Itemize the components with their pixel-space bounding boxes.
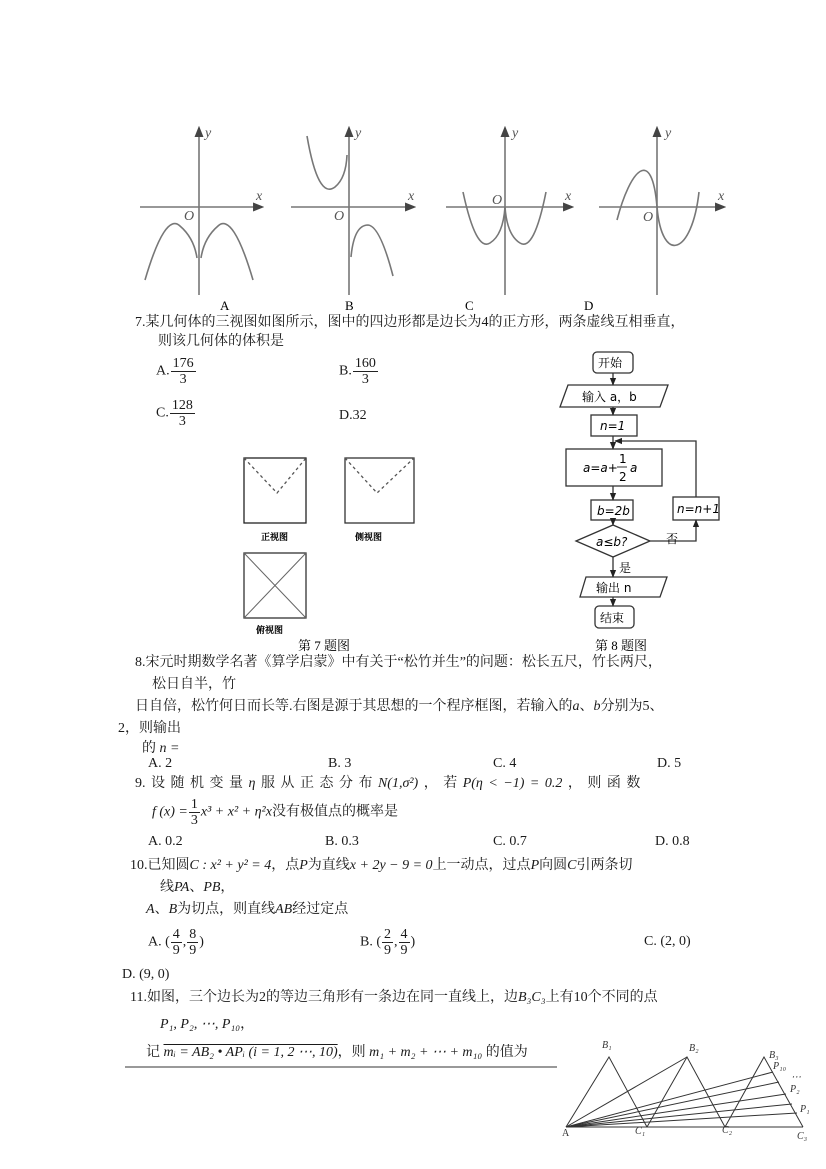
text: 、 <box>154 902 169 917</box>
var-p: P <box>299 858 308 873</box>
label-b2: B₂ <box>689 1043 699 1054</box>
text: ) <box>410 934 416 950</box>
text: 没有极值点的概率是 <box>271 804 398 820</box>
text: 的 <box>142 741 156 756</box>
q10-option-d: D. (9, 0) <box>122 967 170 982</box>
q7-option-c <box>156 398 196 429</box>
cubic-curve <box>617 170 699 245</box>
numerator: 176 <box>172 356 194 371</box>
q10-option-b: B. ( $\frac{2}{9}$ , $\frac{4}{9}$ ) <box>360 927 416 958</box>
graph-c-x-label: x <box>565 189 572 204</box>
q8-option-a: A. 2 <box>148 756 173 771</box>
text: ， 则 函 数 <box>567 776 641 791</box>
option-prefix: C. <box>156 405 169 421</box>
option-prefix: D. <box>339 408 353 423</box>
graph-c-label: C <box>465 298 474 313</box>
label-c2: C₂ <box>722 1125 733 1136</box>
text: 9. 设 随 机 变 量 <box>135 776 243 791</box>
graph-d-y-label: y <box>665 126 672 141</box>
circle-eq: C : x² + y² = 4 <box>189 858 272 873</box>
text: 、 <box>579 699 594 714</box>
text: 分别为5、 <box>600 699 664 714</box>
m-definition: mᵢ = AB₂ • APᵢ (i = 1, 2 ⋯, 10) <box>163 1045 338 1060</box>
text: 上一动点，过点 <box>432 858 531 873</box>
fraction <box>399 927 410 958</box>
q8-line3 <box>135 698 664 716</box>
normal-dist: N(1,σ²) <box>377 776 419 791</box>
var-a: A <box>146 902 155 917</box>
q7-option-d <box>339 407 367 425</box>
q10-line3 <box>146 901 348 919</box>
q8-option-c: C. 4 <box>493 756 517 771</box>
q10-option-c: C. (2, 0) <box>644 934 691 949</box>
graph-c <box>446 128 572 295</box>
start-label: 开始 <box>598 356 623 370</box>
var-pb: PB <box>203 880 221 895</box>
denominator: 9 <box>172 943 180 958</box>
q7-option-a <box>156 356 197 387</box>
q11-line2 <box>160 1016 254 1034</box>
label-p10: P₁₀ <box>773 1061 787 1072</box>
update-a-num: 1 <box>619 452 627 466</box>
text: 记 <box>146 1045 160 1060</box>
q9-option-d: D. 0.8 <box>655 834 690 849</box>
graph-c-y-label: y <box>512 126 519 141</box>
numerator: 1 <box>190 797 198 812</box>
text: ，则 <box>337 1045 366 1060</box>
q9-line2 <box>152 797 398 828</box>
q10-option-a: A. ( $\frac{4}{9}$ , $\frac{8}{9}$ ) <box>148 927 204 958</box>
q9-option-a: A. 0.2 <box>148 834 183 849</box>
graph-a-y-label: y <box>205 126 212 141</box>
graph-d <box>599 128 724 295</box>
function-left: f (x) = <box>152 804 188 820</box>
edge-b3c3: B₃C₃ <box>517 990 546 1005</box>
denominator: 3 <box>179 372 187 387</box>
numerator: 2 <box>384 927 391 942</box>
var-ab: AB <box>275 902 293 917</box>
top-view-label: 俯视图 <box>256 626 284 636</box>
label-p1: P₁ <box>800 1104 810 1115</box>
text: 10.已知圆 <box>130 858 190 873</box>
graph-b-y-label: y <box>355 126 362 141</box>
label-b1: B₁ <box>602 1040 612 1051</box>
triangles-figure <box>566 1057 803 1127</box>
option-prefix: B. <box>339 363 352 379</box>
fraction <box>382 927 393 958</box>
fraction <box>170 398 195 429</box>
label-dots: ⋯ <box>791 1072 801 1083</box>
var-b: B <box>168 902 178 917</box>
q8-option-d: D. 5 <box>657 756 682 771</box>
curve-right <box>505 192 546 244</box>
text: ，点 <box>271 858 300 873</box>
increment-label: n=n+1 <box>677 502 720 516</box>
numerator: 8 <box>189 927 197 942</box>
option-prefix: A. <box>156 363 170 379</box>
text: 线 <box>160 880 174 895</box>
q7-line2: 则该几何体的体积是 <box>158 334 284 349</box>
q7-line1: 7.某几何体的三视图如图所示，图中的四边形都是边长为4的正方形，两条虚线互相垂直， <box>135 315 685 330</box>
front-view-label: 正视图 <box>261 533 289 543</box>
text: ， <box>240 1017 255 1032</box>
text: 向圆 <box>539 858 568 873</box>
text: ， 若 <box>423 776 458 791</box>
label-c3: C₃ <box>797 1131 808 1142</box>
graph-b <box>291 128 414 295</box>
q9-option-c: C. 0.7 <box>493 834 527 849</box>
q8-line4: 2，则输出 <box>118 721 181 736</box>
label-a: A <box>562 1128 570 1139</box>
label-p2: P₂ <box>790 1084 800 1095</box>
text: 日自倍，松竹何日而长等.右图是源于其思想的一个程序框图，若输入的 <box>135 699 573 714</box>
var-p: P <box>530 858 540 873</box>
graph-c-origin-label: O <box>492 193 503 208</box>
top-view <box>244 553 306 618</box>
text: 引两条切 <box>576 858 633 873</box>
denominator: 9 <box>384 943 391 958</box>
curve-right <box>201 224 253 280</box>
fraction <box>187 927 198 958</box>
front-view <box>244 458 306 523</box>
numerator: 4 <box>172 927 180 942</box>
sum-expression: m₁ + m₂ + ⋯ + m₁₀ <box>369 1045 483 1060</box>
side-view <box>345 458 414 523</box>
text: 服 从 正 态 分 布 <box>260 776 373 791</box>
denominator: 3 <box>361 372 369 387</box>
denominator: 3 <box>190 813 198 828</box>
text: 为切点，则直线 <box>177 902 276 917</box>
q11-line1 <box>130 989 658 1007</box>
text: 为直线 <box>307 858 350 873</box>
numerator: 4 <box>400 927 408 942</box>
graph-d-origin-label: O <box>643 210 654 225</box>
denominator: 3 <box>178 414 186 429</box>
var-c: C <box>567 858 577 873</box>
q8-line2: 松日自半，竹 <box>152 677 236 692</box>
init-label: n=1 <box>600 419 626 433</box>
text: ) <box>199 934 204 950</box>
text: A. ( <box>148 934 170 950</box>
q9-line1 <box>135 775 640 793</box>
update-a-right: a <box>630 461 638 475</box>
graph-b-origin-label: O <box>334 209 345 224</box>
text: 上有10个不同的点 <box>545 990 658 1005</box>
q8-option-b: B. 3 <box>328 756 352 771</box>
output-label: 输出 n <box>596 581 632 595</box>
q10-line2 <box>160 879 234 897</box>
fraction <box>353 356 378 387</box>
curve-lower <box>351 225 393 276</box>
numerator: 128 <box>171 398 193 413</box>
q11-line3 <box>146 1044 528 1062</box>
var-n: n = <box>159 741 180 756</box>
line-eq: x + 2y − 9 = 0 <box>349 858 433 873</box>
fraction <box>171 356 196 387</box>
option-value: 32 <box>352 408 367 423</box>
text: 11.如图，三个边长为2的等边三角形有一条边在同一直线上，边 <box>130 990 518 1005</box>
update-a-den: 2 <box>619 470 627 484</box>
graph-a-label: A <box>220 298 230 313</box>
yes-label: 是 <box>619 561 632 575</box>
no-label: 否 <box>666 532 679 546</box>
denominator: 9 <box>189 943 197 958</box>
figure-7-caption: 第 7 题图 <box>298 638 351 653</box>
graph-d-label: D <box>584 298 594 313</box>
fraction <box>171 927 182 958</box>
text: 的值为 <box>485 1045 528 1060</box>
denominator: 9 <box>400 943 408 958</box>
fraction <box>189 797 200 828</box>
figure-8-caption: 第 8 题图 <box>595 638 648 653</box>
condition-label: a≤b? <box>596 535 628 549</box>
graph-b-label: B <box>345 298 354 313</box>
input-label: 输入 a，b <box>582 390 637 404</box>
text: 经过定点 <box>292 902 349 917</box>
text: B. ( <box>360 934 381 950</box>
graph-a-origin-label: O <box>184 209 195 224</box>
curve-upper <box>307 136 347 189</box>
graph-d-x-label: x <box>718 189 725 204</box>
graph-a <box>140 128 262 295</box>
points-list: P₁, P₂, ⋯, P₁₀ <box>160 1017 241 1032</box>
numerator: 160 <box>354 356 376 371</box>
var-pa: PA <box>174 880 190 895</box>
curve-left <box>145 224 197 280</box>
q7-option-b <box>339 356 379 387</box>
q9-option-b: B. 0.3 <box>325 834 359 849</box>
label-b3: B₃ <box>769 1050 779 1061</box>
probability: P(η < −1) = 0.2 <box>462 776 563 791</box>
function-right: x³ + x² + η²x <box>200 804 272 820</box>
var-a: a <box>572 699 580 714</box>
update-b-label: b=2b <box>597 504 630 518</box>
text: 、 <box>189 880 204 895</box>
label-c1: C₁ <box>635 1126 646 1137</box>
var-eta: η <box>248 776 256 791</box>
q10-line1 <box>130 857 632 875</box>
update-a-left: a=a+ <box>583 461 618 475</box>
side-view-label: 侧视图 <box>355 533 383 543</box>
graph-b-x-label: x <box>408 189 415 204</box>
q8-line1: 8.宋元时期数学名著《算学启蒙》中有关于“松竹并生”的问题：松长五尺，竹长两尺， <box>135 655 662 670</box>
end-label: 结束 <box>600 611 625 625</box>
text: ， <box>220 880 235 895</box>
var-b: b <box>593 699 601 714</box>
graph-a-x-label: x <box>256 189 263 204</box>
